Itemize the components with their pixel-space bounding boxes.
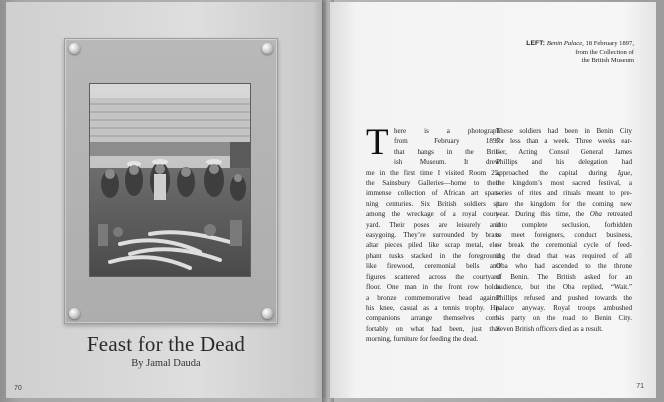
text-line: into complete seclusion, forbidden (496, 220, 632, 229)
italic-term: Oba (589, 210, 602, 219)
soldiers-photo-icon (90, 84, 250, 276)
text-line: ning centuries. Six British soldiers sit (366, 199, 500, 208)
text-line: Phillips and his delegation had (496, 158, 632, 167)
caption-lead: LEFT: (526, 40, 546, 47)
archival-photo (89, 83, 251, 277)
text-line: or break the ceremonial cycle of feed- (496, 241, 632, 250)
text-run: year. During this time, the (496, 210, 590, 219)
caption-italic-title: Benin Palace (546, 40, 583, 47)
text-run: retreated (601, 210, 632, 219)
text-line: altar pieces piled like scrap metal, ele- (366, 241, 500, 250)
bolt-icon (262, 43, 273, 54)
page-number-left: 70 (14, 385, 22, 392)
text-line: Oba who had ascended to the throne (496, 262, 632, 271)
article-column-2 (496, 126, 632, 334)
text-line: Phillips refused and pushed towards the (496, 293, 632, 302)
article-column-1 (366, 122, 500, 345)
text-line: phant tusks stacked in the foreground (366, 251, 500, 260)
bolt-icon (69, 43, 80, 54)
text-line: his party on the road to Benin City. (496, 314, 632, 323)
text-line: here is a photograph (394, 127, 500, 135)
italic-term: Igue (617, 168, 631, 177)
text-line: for less than a week. Three weeks ear- (496, 137, 632, 146)
bolt-icon (69, 308, 80, 319)
page-number-right: 71 (636, 383, 644, 390)
text-line: floor. One man in the front row holds (366, 283, 500, 292)
display-plaque (64, 38, 278, 324)
text-line: the Sainsbury Galleries—home to their (366, 179, 500, 188)
text-line: ing the dead that was required of all (496, 251, 632, 260)
text-line: of Benin. The British asked for an (496, 272, 632, 281)
drop-cap: T (366, 122, 389, 163)
text-line: from February 1897 (394, 137, 500, 146)
text-line: audience, but the Oba replied, “Wait.” (496, 283, 632, 292)
text-line: his knee, casual as a tennis trophy. His (366, 303, 500, 312)
text-line: companions arrange themselves com- (366, 314, 500, 323)
caption-line: from the Collection of (575, 48, 634, 56)
text-run: approached the capital during (496, 168, 618, 177)
feature-title: Feast for the Dead (86, 332, 246, 356)
text-line: immense collection of African art span- (366, 189, 500, 198)
text-line: easygoing. They’re surrounded by brass (366, 231, 500, 240)
text-line-composite (496, 168, 632, 178)
text-line: ish Museum. It drew (394, 158, 500, 167)
caption-line: the British Museum (581, 57, 634, 65)
text-line: that hangs in the Brit- (394, 147, 500, 156)
text-line: figures scattered across the courtyard (366, 272, 500, 281)
text-line-composite (496, 209, 632, 219)
caption-date: , 18 February 1897, (582, 40, 634, 47)
text-line: These soldiers had been in Benin City (496, 127, 632, 135)
photo-caption (454, 40, 634, 66)
text-line: fortably on what had been, just that (366, 324, 500, 333)
text-line: morning, furniture for feeding the dead. (366, 335, 479, 344)
bolt-icon (262, 308, 273, 319)
text-line: like firewood, ceremonial bells and (366, 262, 500, 271)
text-line: lier, Acting Consul General James (496, 147, 632, 156)
text-line: a bronze commemorative head against (366, 293, 500, 302)
text-line: Seven British officers died as a result. (496, 324, 603, 333)
text-line: to meet foreigners, conduct business, (496, 231, 632, 240)
byline: By Jamal Dauda (131, 358, 201, 369)
text-line: among the wreckage of a royal court- (366, 210, 500, 219)
right-page (330, 2, 656, 398)
text-line: series of rites and rituals meant to pre- (496, 189, 632, 198)
left-page (6, 2, 326, 398)
text-line: yard. Their poses are leisurely and (366, 220, 500, 229)
text-line: me in the first time I visited Room 25, (366, 168, 500, 177)
text-run: , (630, 168, 632, 177)
text-line: the kingdom’s most sacred festival, a (496, 179, 632, 188)
text-line: pare the kingdom for the coming new (496, 199, 632, 208)
text-line: palace anyway. Royal troops ambushed (496, 303, 632, 312)
